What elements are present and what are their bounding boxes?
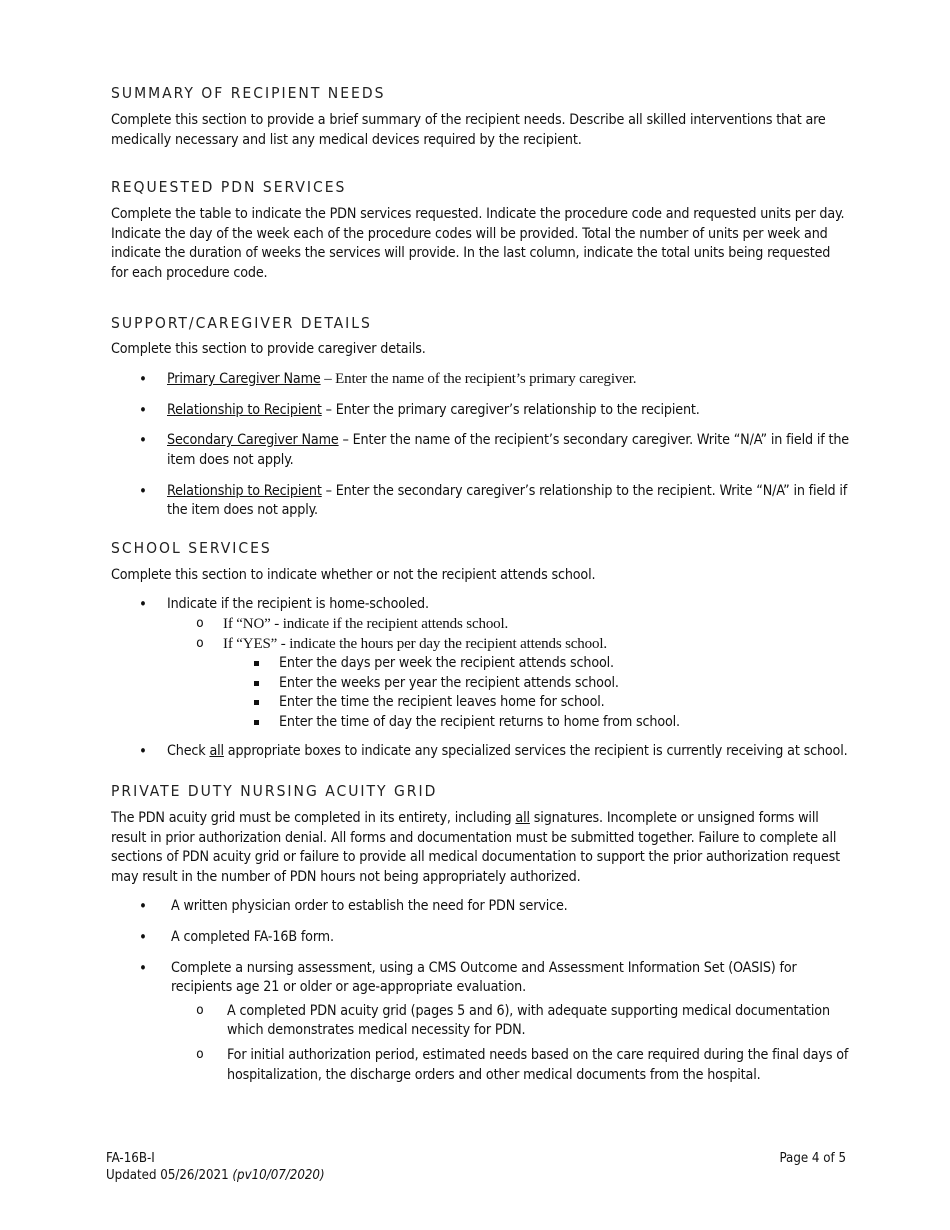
- list-item: • Indicate if the recipient is home-schooled.: [111, 595, 851, 615]
- acuity-grid-list: [111, 897, 851, 1085]
- section-heading-requested-services: REQUESTED PDN SERVICES: [111, 178, 347, 197]
- section-heading-summary: SUMMARY OF RECIPIENT NEEDS: [111, 84, 386, 102]
- list-item: • Relationship to Recipient – Enter the secondary caregiver’s relationship to the recipient. Write “N/A” in field if the item does not apply.: [111, 482, 851, 521]
- list-item: • Relationship to Recipient – Enter the primary caregiver’s relationship to the recipient.: [111, 401, 851, 421]
- list-item: Enter the time of day the recipient returns to home from school.: [111, 713, 851, 733]
- summary-paragraph: Complete this section to provide a brief summary of the recipient needs. Describe all skilled interventions that are medically necessary and list any medical devices required by the recipient.: [111, 112, 826, 148]
- list-item: o A completed PDN acuity grid (pages 5 and 6), with adequate supporting medical documentation which demonstrates medical necessity for PDN.: [111, 1002, 851, 1041]
- list-item: • Primary Caregiver Name – Enter the name of the recipient’s primary caregiver.: [111, 370, 851, 390]
- school-intro: Complete this section to indicate whether or not the recipient attends school.: [111, 566, 596, 583]
- list-item: • Secondary Caregiver Name – Enter the name of the recipient’s secondary caregiver. Write “N/A” in field if the item does not apply.: [111, 431, 851, 470]
- list-item: • A written physician order to establish the need for PDN service.: [111, 897, 851, 917]
- page-number: Page 4 of 5: [779, 1151, 846, 1166]
- updated-date: Updated 05/26/2021 (pv10/07/2020): [106, 1168, 325, 1183]
- form-id: FA-16B-I: [106, 1151, 155, 1166]
- list-item: o If “NO” - indicate if the recipient attends school.: [111, 615, 851, 635]
- caregiver-list: [111, 370, 851, 521]
- list-item: Enter the days per week the recipient attends school.: [111, 654, 851, 674]
- requested-services-paragraph: Complete the table to indicate the PDN services requested. Indicate the procedure code and requested units per day. Indicate the day of the week each of the procedure codes will be provided. Total the number of units per week and indicate the duration of weeks the services will provide. In the last column, indicate the total units being requested for each procedure code.: [111, 206, 845, 281]
- caregiver-intro: Complete this section to provide caregiver details.: [111, 340, 426, 357]
- list-item: o If “YES” - indicate the hours per day the recipient attends school.: [111, 635, 851, 655]
- list-item: Enter the time the recipient leaves home for school.: [111, 693, 851, 713]
- acuity-grid-paragraph: The PDN acuity grid must be completed in its entirety, including all signatures. Incomplete or unsigned forms will result in prior authorization denial. All forms and documentation must be submitted together. Failure to complete all sections of PDN acuity grid or failure to provide all medical documentation to support the prior authorization request may result in the number of PDN hours not being appropriately authorized.: [111, 810, 840, 885]
- section-heading-school: SCHOOL SERVICES: [111, 538, 272, 557]
- school-list: [111, 595, 851, 762]
- document-page: [111, 84, 851, 1085]
- version-label: (pv10/07/2020): [232, 1168, 325, 1183]
- page-footer: [106, 1150, 846, 1184]
- list-item: • Complete a nursing assessment, using a CMS Outcome and Assessment Information Set (OASIS) for recipients age 21 or older or age-appropriate evaluation.: [111, 959, 851, 998]
- section-heading-acuity-grid: PRIVATE DUTY NURSING ACUITY GRID: [111, 782, 438, 801]
- section-heading-caregiver: SUPPORT/CAREGIVER DETAILS: [111, 313, 372, 332]
- list-item: • A completed FA-16B form.: [111, 928, 851, 948]
- list-item: • Check all appropriate boxes to indicate any specialized services the recipient is currently receiving at school.: [111, 742, 851, 762]
- list-item: o For initial authorization period, estimated needs based on the care required during the final days of hospitalization, the discharge orders and other medical documents from the hospital.: [111, 1046, 851, 1085]
- list-item: Enter the weeks per year the recipient attends school.: [111, 674, 851, 694]
